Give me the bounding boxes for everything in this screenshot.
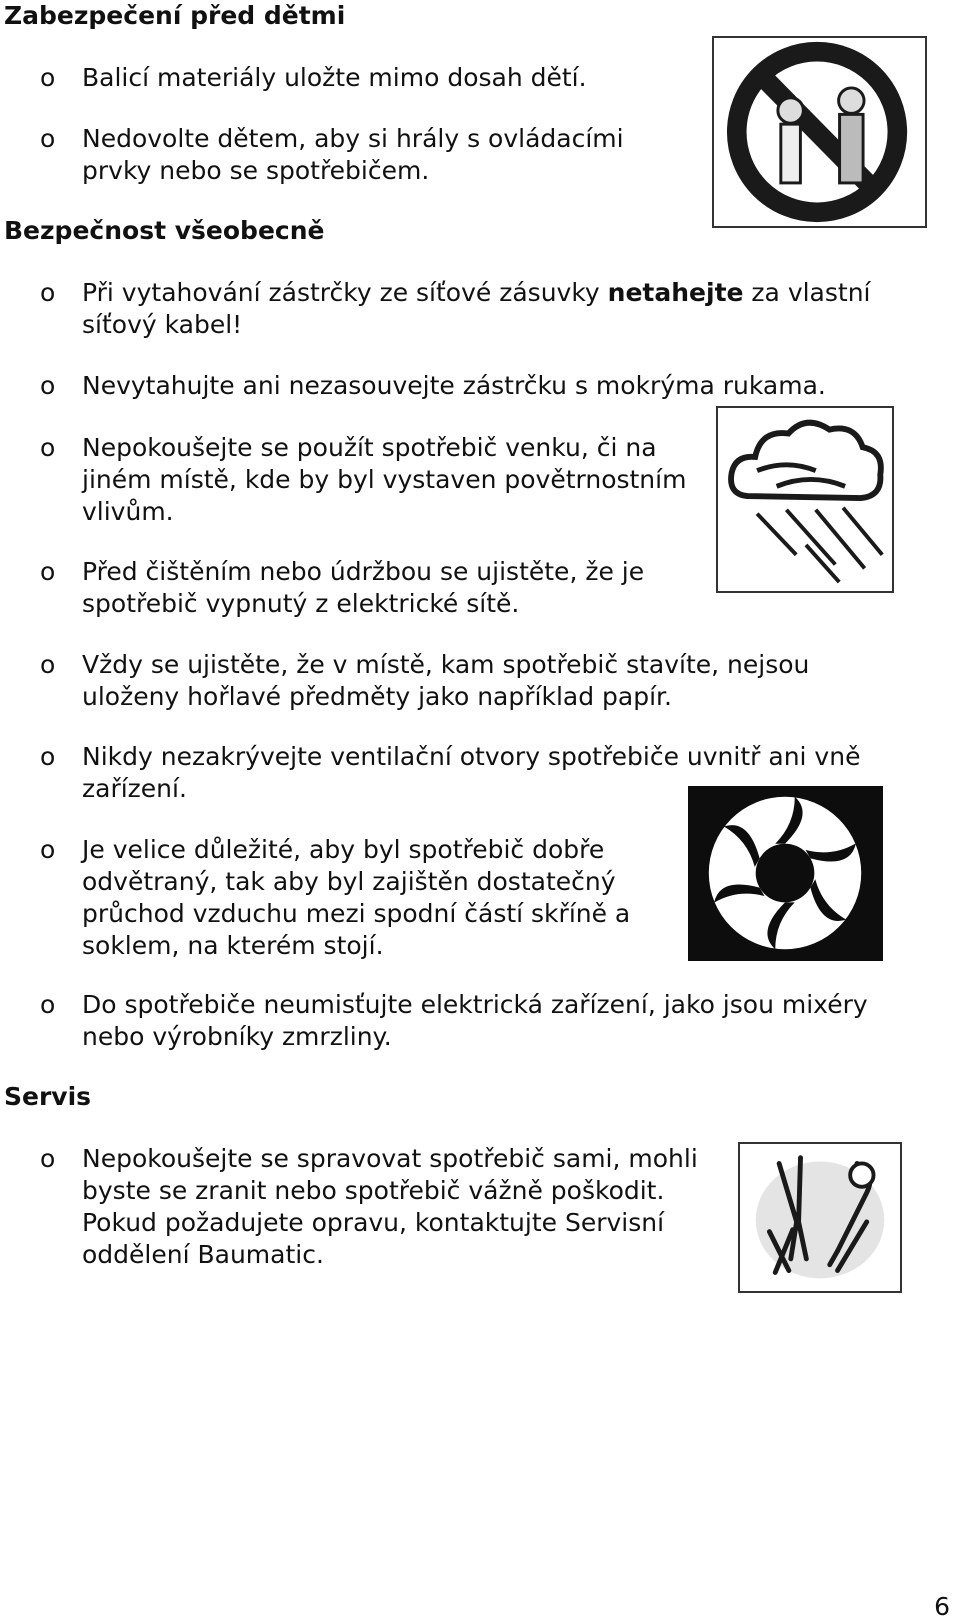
- item-line: Před čištěním nebo údržbou se ujistěte, že je: [82, 557, 645, 586]
- item-text: za vlastní: [743, 278, 871, 307]
- item-line: Nevytahujte ani nezasouvejte zástrčku s mokrýma rukama.: [82, 371, 826, 400]
- page-number: 6: [934, 1592, 950, 1621]
- item-line: prvky nebo se spotřebičem.: [82, 156, 430, 185]
- item-line: jiném místě, kde by byl vystaven povětrnostním: [82, 465, 687, 494]
- item-line: Vždy se ujistěte, že v místě, kam spotřebič stavíte, nejsou: [82, 650, 810, 679]
- item-line: vlivům.: [82, 497, 174, 526]
- item-line: Nikdy nezakrývejte ventilační otvory spotřebiče uvnitř ani vně: [82, 742, 861, 771]
- item-line: Nepokoušejte se spravovat spotřebič sami, mohli: [82, 1144, 698, 1173]
- heading-child-safety: Zabezpečení před dětmi: [4, 1, 346, 30]
- item-text-bold: netahejte: [607, 278, 744, 307]
- item-line: soklem, na kterém stojí.: [82, 931, 384, 960]
- item-line: průchod vzduchu mezi spodní částí skříně a: [82, 899, 631, 928]
- item-line: oddělení Baumatic.: [82, 1240, 324, 1269]
- bullet: o: [40, 835, 56, 864]
- ventilation-fan-icon: [688, 786, 883, 961]
- bullet: o: [40, 990, 56, 1019]
- bullet: o: [40, 742, 56, 771]
- item-line: Je velice důležité, aby byl spotřebič dobře: [82, 835, 605, 864]
- item-line: zařízení.: [82, 774, 187, 803]
- bullet: o: [40, 1144, 56, 1173]
- bullet: o: [40, 557, 56, 586]
- item-line: Nepokoušejte se použít spotřebič venku, či na: [82, 433, 657, 462]
- heading-service: Servis: [4, 1082, 92, 1111]
- bullet: o: [40, 63, 56, 92]
- item-line: spotřebič vypnutý z elektrické sítě.: [82, 589, 520, 618]
- bullet: o: [40, 124, 56, 153]
- bullet: o: [40, 371, 56, 400]
- item-line: nebo výrobníky zmrzliny.: [82, 1022, 392, 1051]
- item-line: [82, 277, 871, 309]
- item-line: síťový kabel!: [82, 310, 243, 339]
- item-text: Při vytahování zástrčky ze síťové zásuvky: [82, 278, 608, 307]
- item-line: uloženy hořlavé předměty jako například papír.: [82, 682, 672, 711]
- item-line: Nedovolte dětem, aby si hrály s ovládacími: [82, 124, 624, 153]
- item-line: Balicí materiály uložte mimo dosah dětí.: [82, 63, 587, 92]
- item-line: byste se zranit nebo spotřebič vážně poškodit.: [82, 1176, 665, 1205]
- tools-icon: [738, 1142, 902, 1293]
- rain-cloud-icon: [716, 406, 894, 593]
- item-line: odvětraný, tak aby byl zajištěn dostatečný: [82, 867, 616, 896]
- bullet: o: [40, 278, 56, 307]
- bullet: o: [40, 433, 56, 462]
- item-line: Pokud požadujete opravu, kontaktujte Servisní: [82, 1208, 665, 1237]
- bullet: o: [40, 650, 56, 679]
- heading-general-safety: Bezpečnost všeobecně: [4, 216, 325, 245]
- item-line: Do spotřebiče neumisťujte elektrická zařízení, jako jsou mixéry: [82, 990, 868, 1019]
- no-children-icon: [712, 36, 927, 228]
